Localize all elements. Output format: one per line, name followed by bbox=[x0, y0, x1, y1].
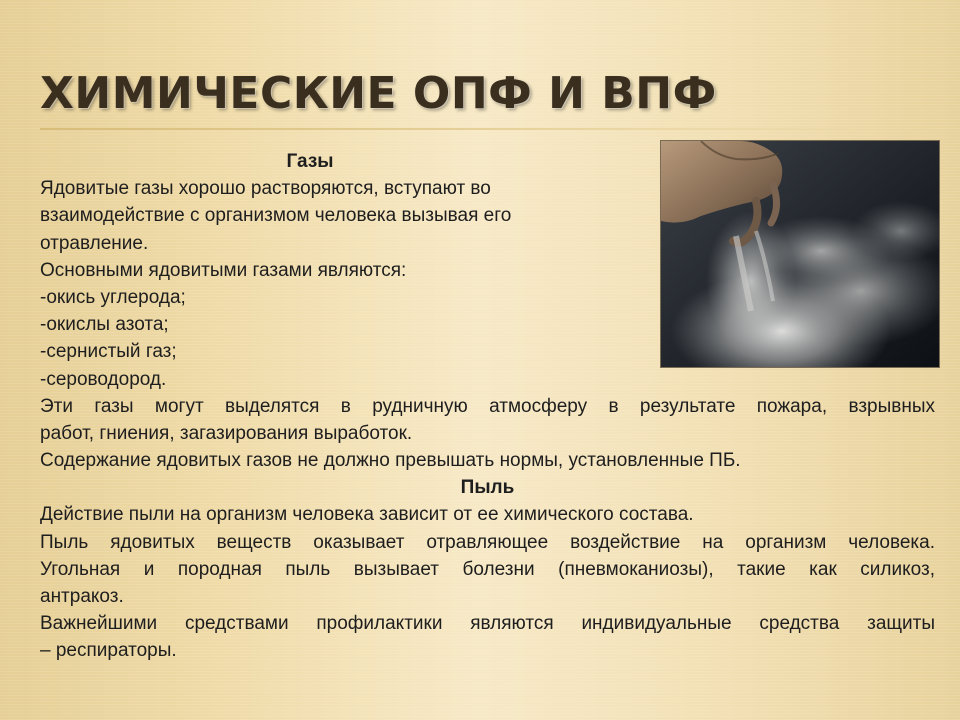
dust-text-line: Угольная и породная пыль вызывает болезни (пневмокaниозы), такие как силикоз, bbox=[40, 558, 935, 580]
gases-release-text: работ, гниения, загазирования выработок. bbox=[40, 422, 413, 444]
dust-text-line: Важнейшими средствами профилактики являются индивидуальные средства защиты bbox=[40, 613, 935, 635]
gases-text-line: отравление. bbox=[40, 232, 149, 254]
gas-list-item: -сероводород. bbox=[40, 368, 167, 390]
gas-list-item: -окислы азота; bbox=[40, 314, 169, 336]
gases-text-line: взаимодействие с организмом человека вызывая его bbox=[40, 205, 512, 227]
slide-title: ХИМИЧЕСКИЕ ОПФ И ВПФ bbox=[40, 68, 717, 119]
dust-text-line: – респираторы. bbox=[40, 640, 177, 662]
gases-norm-text: Содержание ядовитых газов не должно превышать нормы, установленные ПБ. bbox=[40, 450, 741, 472]
dust-text-line: Действие пыли на организм человека зависит от ее химического состава. bbox=[40, 504, 694, 526]
gas-list-item: -сернистый газ; bbox=[40, 341, 177, 363]
gas-list-item: -окись углерода; bbox=[40, 286, 186, 308]
dust-heading: Пыль bbox=[460, 477, 515, 499]
title-underline bbox=[40, 128, 960, 130]
dust-text-line: Пыль ядовитых веществ оказывает отравляющее воздействие на организм человека. bbox=[40, 531, 935, 553]
gases-list-intro: Основными ядовитыми газами являются: bbox=[40, 259, 407, 281]
gases-heading: Газы bbox=[286, 151, 334, 172]
dust-text-line: антракоз. bbox=[40, 586, 124, 607]
gases-release-text: Эти газы могут выделятся в рудничную атмосферу в результате пожара, взрывных bbox=[40, 395, 935, 417]
slide-body bbox=[40, 148, 935, 665]
gases-text-line: Ядовитые газы хорошо растворяются, вступают во bbox=[40, 178, 491, 200]
